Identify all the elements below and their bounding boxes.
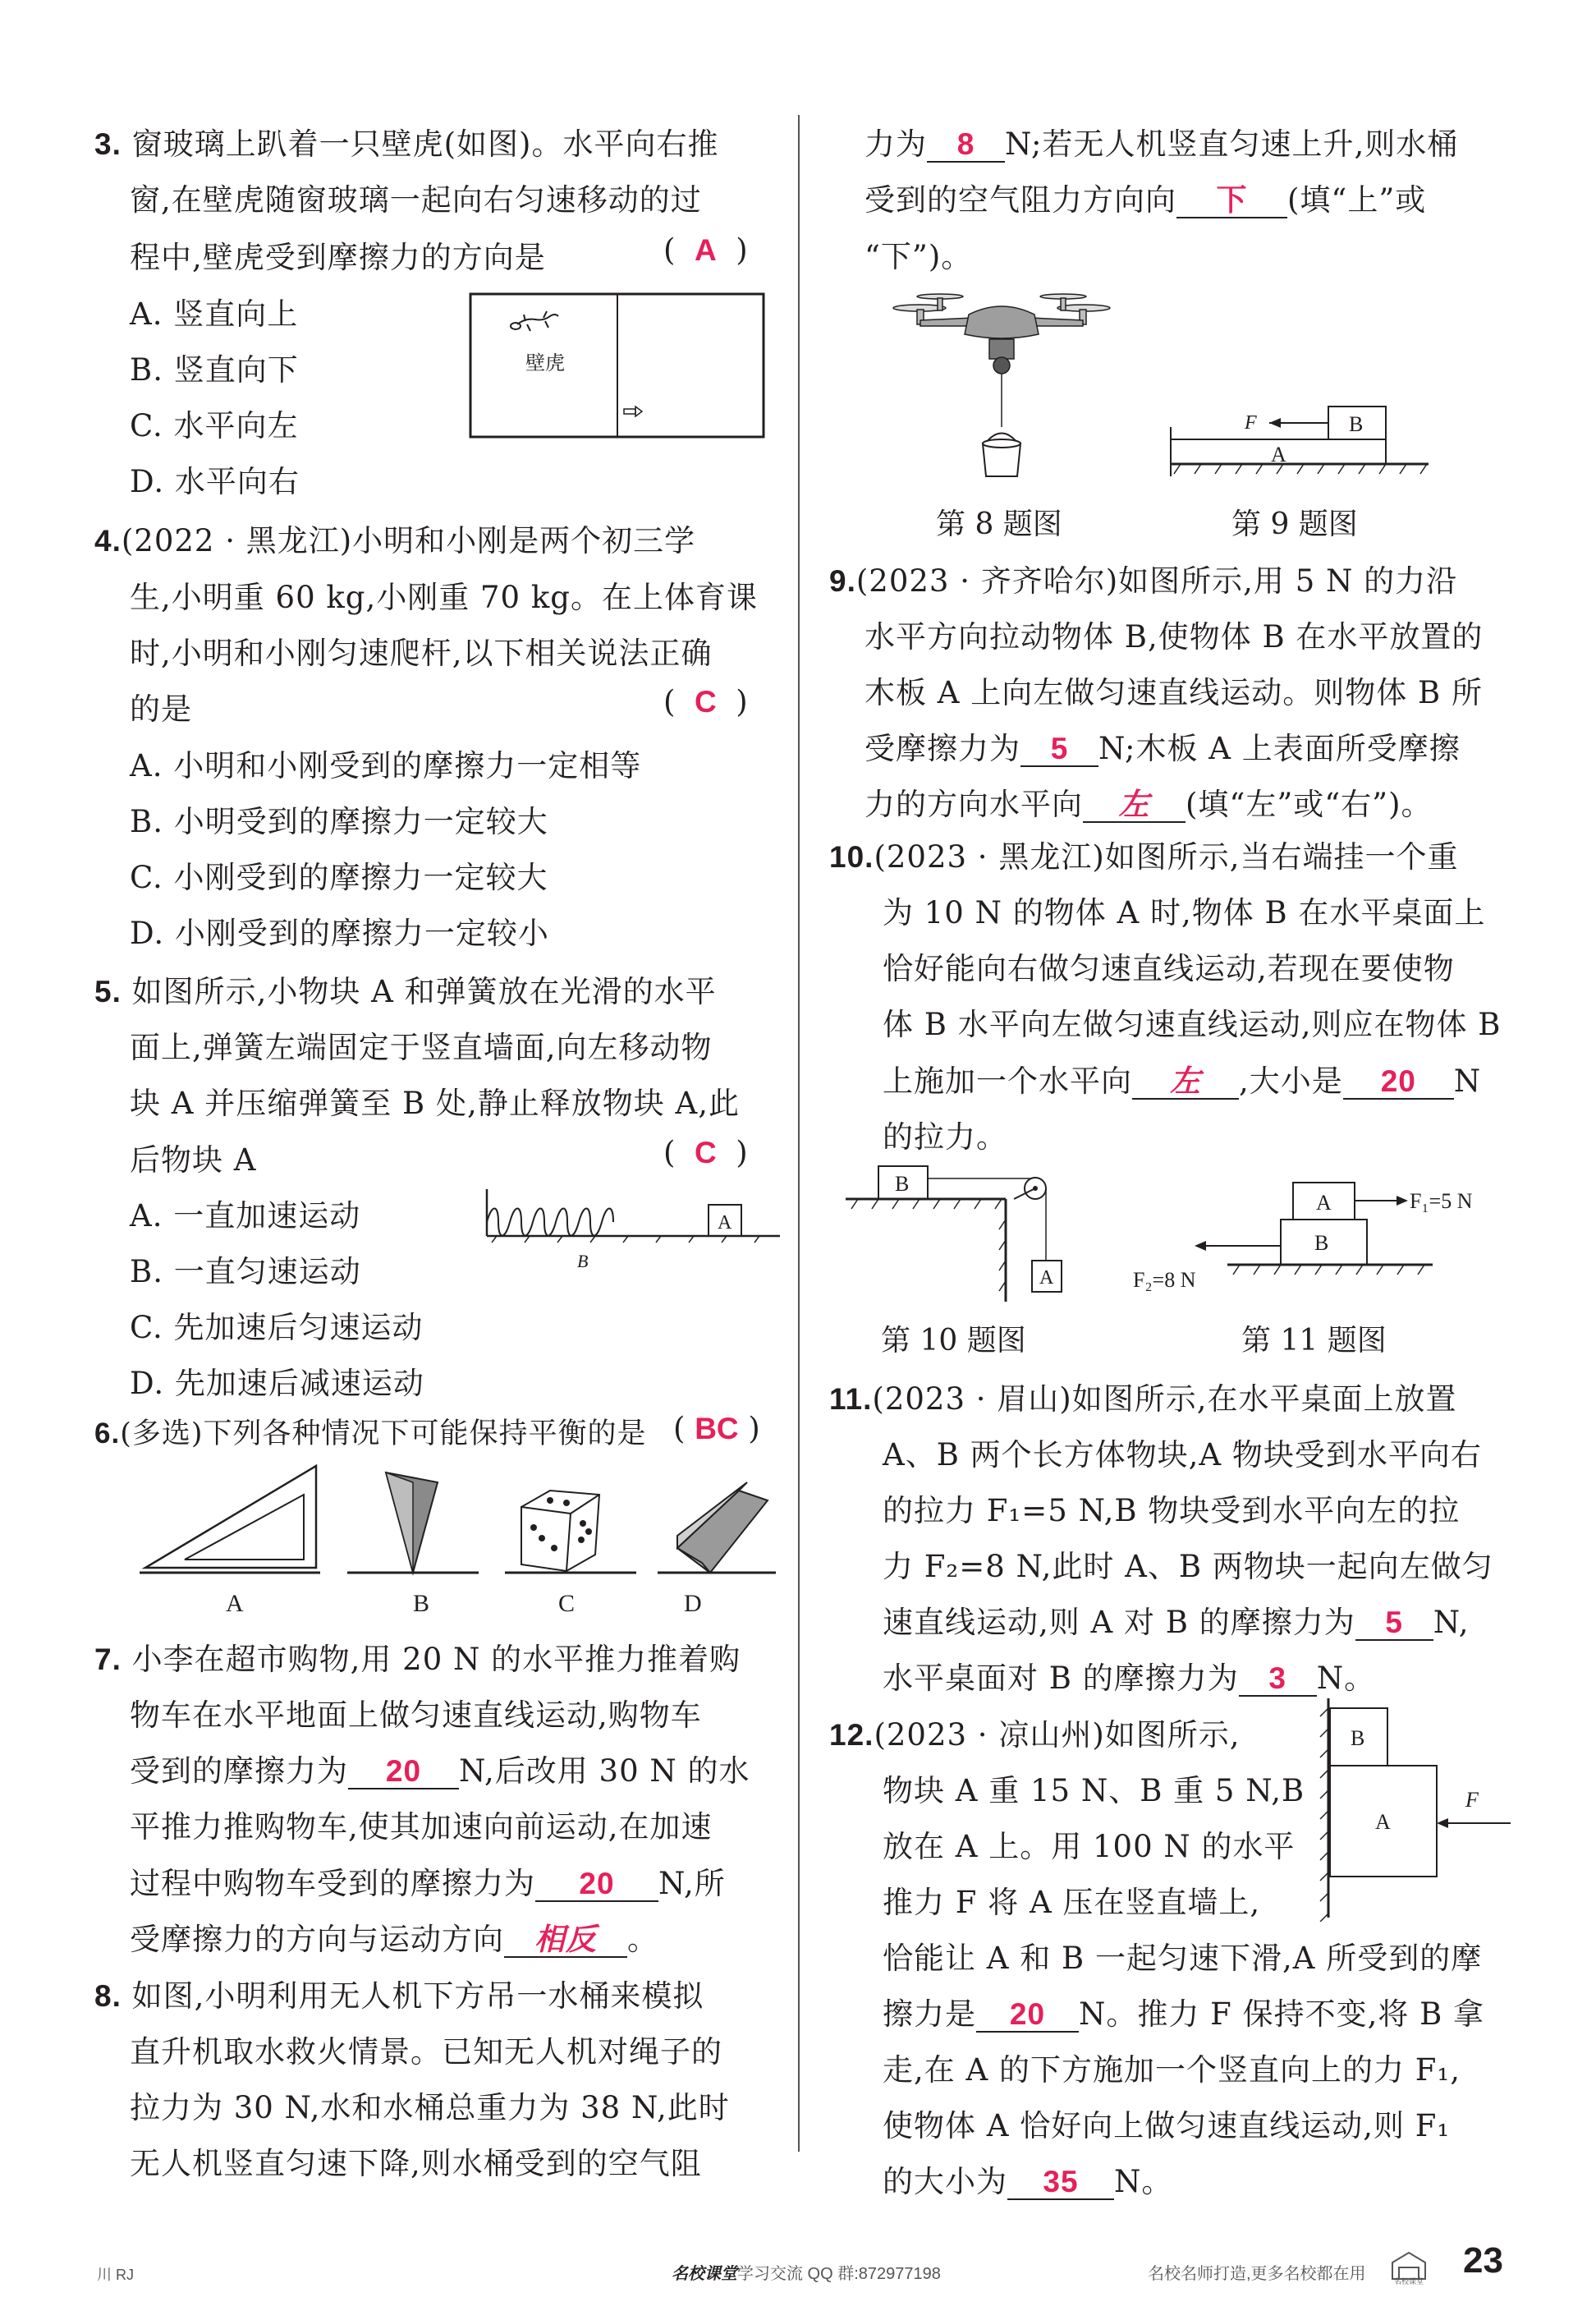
answer-paren: ( C ) [663, 684, 748, 719]
figure-10 [842, 1162, 1080, 1306]
figure-label-a: A [1271, 443, 1286, 466]
logo [1387, 2246, 1430, 2286]
question-number: 3. [94, 127, 122, 161]
gecko-window-figure [468, 292, 768, 439]
question-text: 块 A 并压缩弹簧至 B 处,静止释放物块 A,此 [130, 1086, 740, 1121]
question-text: 受到的空气阻力方向向 [864, 182, 1176, 218]
answer: 35 [1043, 2165, 1079, 2198]
tilted-block [677, 1482, 768, 1573]
figure-label-a: A [1039, 1267, 1054, 1289]
question-number: 6. [94, 1417, 121, 1449]
question-text: 如图,小明利用无人机下方吊一水桶来模拟 [131, 1978, 704, 2014]
question-text: 后物块 A [130, 1142, 257, 1178]
question-text: 如图所示,小物块 A 和弹簧放在光滑的水平 [131, 974, 717, 1009]
question-number: 4. [94, 524, 122, 558]
figure-label-gecko: 壁虎 [525, 353, 565, 374]
question-text: (2022 · 黑龙江)小明和小刚是两个初三学 [121, 523, 696, 558]
balance-options-figure [135, 1458, 776, 1622]
question-text: 力为 [864, 126, 927, 162]
question-number: 8. [94, 1979, 122, 2013]
question-text: N;木板 A 上表面所受摩擦 [1098, 731, 1461, 766]
question-text: 的是 [130, 691, 192, 727]
footer-center [672, 2260, 941, 2284]
figure-9-caption: 第 9 题图 [1231, 508, 1358, 541]
answer: BC [695, 1412, 739, 1445]
question-text: 物车在水平地面上做匀速直线运动,购物车 [130, 1698, 702, 1733]
answer: 5 [1385, 1606, 1403, 1639]
question-text: (填“左”或“右”)。 [1186, 787, 1433, 822]
answer-paren: ( BC ) [673, 1411, 760, 1446]
question-text: N [1453, 1064, 1482, 1099]
option-a: A. 竖直向上 [130, 296, 299, 332]
question-text: 拉力为 30 N,水和水桶总重力为 38 N,此时 [130, 2090, 730, 2125]
answer: 20 [385, 1754, 422, 1788]
figure-label-a: A [1375, 1810, 1391, 1834]
question-text: 过程中购物车受到的摩擦力为 [130, 1866, 535, 1901]
figure-label-a: A [1316, 1191, 1332, 1215]
question-text: 水平方向拉动物体 B,使物体 B 在水平放置的 [864, 619, 1484, 655]
question-text: 擦力是 [883, 1996, 976, 2032]
question-text: 速直线运动,则 A 对 B 的摩擦力为 [883, 1605, 1355, 1640]
figure-label-b: B [1349, 412, 1364, 436]
answer: 20 [1380, 1064, 1416, 1098]
question-text: 力 F₂=8 N,此时 A、B 两物块一起向左做匀 [883, 1549, 1493, 1584]
question-text: 恰能让 A 和 B 一起匀速下滑,A 所受到的摩 [883, 1941, 1483, 1976]
question-text: 力的方向水平向 [864, 787, 1083, 822]
figure-label-b: B [1351, 1726, 1365, 1750]
answer: 左 [1118, 788, 1150, 821]
question-text: 直升机取水救火情景。已知无人机对绳子的 [130, 2034, 722, 2070]
option-d: D. 小刚受到的摩擦力一定较小 [130, 916, 549, 951]
question-number: 12. [829, 1718, 874, 1752]
option-b: B. 一直匀速运动 [130, 1254, 361, 1289]
question-text: 窗,在壁虎随窗玻璃一起向右匀速移动的过 [130, 182, 702, 218]
question-text: N;若无人机竖直匀速上升,则水桶 [1005, 126, 1459, 162]
question-text: N, [1433, 1605, 1470, 1640]
question-text: 无人机竖直匀速下降,则水桶受到的空气阻 [130, 2146, 702, 2181]
question-text: 的拉力 F₁=5 N,B 物块受到水平向左的拉 [883, 1493, 1461, 1528]
logo-text: 名校课堂 [1393, 2277, 1424, 2286]
answer: 8 [956, 127, 975, 161]
question-text: 受到的摩擦力为 [130, 1753, 348, 1789]
footer-slogan: 名校名师打造,更多名校都在用 [1148, 2265, 1366, 2283]
question-text: 时,小明和小刚匀速爬杆,以下相关说法正确 [130, 636, 713, 671]
question-text: 走,在 A 的下方施加一个竖直向上的力 F₁, [883, 2052, 1461, 2088]
arrow-right-icon [624, 407, 642, 416]
question-text: 上施加一个水平向 [883, 1064, 1132, 1099]
question-text: 受摩擦力为 [864, 731, 1020, 766]
question-text: 木板 A 上向左做匀速直线运动。则物体 B 所 [864, 675, 1483, 710]
option-a: A. 小明和小刚受到的摩擦力一定相等 [130, 748, 642, 783]
answer: 下 [1216, 183, 1248, 217]
answer-paren: ( C ) [663, 1135, 748, 1170]
question-text: 的拉力。 [883, 1119, 1007, 1155]
question-number: 11. [829, 1382, 873, 1416]
option-label-d: D [684, 1590, 702, 1617]
option-c: C. 水平向左 [130, 408, 299, 443]
question-text: 为 10 N 的物体 A 时,物体 B 在水平桌面上 [883, 895, 1486, 930]
question-text: 放在 A 上。用 100 N 的水平 [883, 1829, 1296, 1864]
option-label-a: A [226, 1590, 244, 1617]
question-text: 体 B 水平向左做匀速直线运动,则应在物体 B [883, 1007, 1502, 1042]
figure-label-f: F [1245, 412, 1257, 434]
gecko-icon [511, 311, 558, 331]
page-number: 23 [1463, 2240, 1503, 2281]
bucket-icon [983, 434, 1020, 477]
question-text: (2023 · 眉山)如图所示,在水平桌面上放置 [872, 1381, 1457, 1417]
answer: 20 [1009, 1997, 1046, 2031]
question-number: 9. [829, 564, 856, 598]
question-text: N。 [1114, 2164, 1173, 2199]
answer: C [694, 685, 717, 719]
question-text: N。推力 F 保持不变,将 B 拿 [1079, 1996, 1485, 2032]
figure-9 [1164, 402, 1435, 485]
option-c: C. 先加速后匀速运动 [130, 1310, 424, 1345]
question-number: 10. [829, 840, 874, 874]
spring [487, 1209, 613, 1236]
question-number: 5. [94, 975, 122, 1008]
answer: 3 [1268, 1661, 1286, 1695]
question-text: 小李在超市购物,用 20 N 的水平推力推着购 [131, 1642, 741, 1677]
question-text: (2023 · 凉山州)如图所示, [874, 1717, 1241, 1753]
question-text: N。 [1316, 1661, 1376, 1696]
question-text: 受摩擦力的方向与运动方向 [130, 1922, 504, 1957]
answer: A [694, 233, 717, 267]
option-d: D. 先加速后减速运动 [130, 1366, 424, 1401]
question-number: 7. [94, 1642, 122, 1676]
figure-label-f: F [1465, 1788, 1479, 1812]
answer: C [694, 1136, 717, 1169]
column-divider [798, 115, 800, 2152]
figure-label-b: B [895, 1172, 910, 1196]
footer-edition: 川 RJ [97, 2267, 134, 2283]
figure-8-caption: 第 8 题图 [936, 508, 1062, 541]
option-label-b: B [413, 1590, 430, 1617]
answer: 左 [1170, 1064, 1201, 1098]
question-text: 平推力推购物车,使其加速向前运动,在加速 [130, 1809, 713, 1845]
question-text: “下”)。 [864, 239, 973, 274]
question-text: A、B 两个长方体物块,A 物块受到水平向右 [883, 1437, 1482, 1472]
question-text: (多选)下列各种情况下可能保持平衡的是 [120, 1417, 647, 1450]
footer-brand: 名校课堂 [672, 2265, 737, 2283]
answer: 5 [1050, 732, 1069, 765]
question-text: 物块 A 重 15 N、B 重 5 N,B [883, 1773, 1305, 1808]
question-text: (2023 · 齐齐哈尔)如图所示,用 5 N 的力沿 [855, 563, 1458, 599]
question-text: 恰好能向右做匀速直线运动,若现在要使物 [883, 951, 1455, 986]
figure-12 [1314, 1692, 1519, 1922]
figure-label-f2: F₂=8 N [1133, 1268, 1196, 1292]
answer: 相反 [534, 1923, 597, 1956]
figure-label-b: B [577, 1251, 589, 1271]
option-d: D. 水平向右 [130, 464, 300, 499]
question-text: 生,小明重 60 kg,小刚重 70 kg。在上体育课 [130, 580, 758, 615]
question-text: (填“上”或 [1287, 182, 1427, 218]
question-text: N,后改用 30 N 的水 [459, 1753, 750, 1789]
option-label-c: C [558, 1590, 576, 1617]
triangle-ruler [145, 1466, 316, 1568]
question-text: 。 [627, 1922, 658, 1957]
option-a: A. 一直加速运动 [130, 1198, 361, 1234]
answer: 20 [579, 1867, 615, 1900]
question-text: 推力 F 将 A 压在竖直墙上, [883, 1885, 1261, 1920]
figure-label-b: B [1314, 1231, 1329, 1255]
option-b: B. 竖直向下 [130, 352, 299, 388]
option-b: B. 小明受到的摩擦力一定较大 [130, 804, 548, 839]
question-text: 使物体 A 恰好向上做匀速直线运动,则 F₁ [883, 2108, 1451, 2143]
drone-figure [891, 283, 1112, 480]
option-c: C. 小刚受到的摩擦力一定较大 [130, 860, 548, 895]
figure-10-caption: 第 10 题图 [881, 1324, 1026, 1358]
spring-block-figure [480, 1183, 784, 1281]
question-text: 程中,壁虎受到摩擦力的方向是 [130, 240, 546, 275]
figure-11-caption: 第 11 题图 [1241, 1324, 1387, 1358]
answer-paren: ( A ) [663, 232, 748, 268]
question-text: ,大小是 [1239, 1064, 1343, 1099]
figure-11 [1129, 1178, 1507, 1302]
question-text: (2023 · 黑龙江)如图所示,当右端挂一个重 [874, 839, 1459, 875]
footer-qq: 学习交流 QQ 群:872977198 [737, 2265, 941, 2283]
question-text: N,所 [658, 1866, 726, 1901]
figure-label-a: A [718, 1212, 732, 1234]
question-text: 窗玻璃上趴着一只壁虎(如图)。水平向右推 [131, 126, 719, 162]
figure-label-f1: F₁=5 N [1410, 1189, 1473, 1213]
question-text: 的大小为 [883, 2164, 1007, 2199]
question-text: 水平桌面对 B 的摩擦力为 [883, 1661, 1239, 1696]
question-text: 面上,弹簧左端固定于竖直墙面,向左移动物 [130, 1030, 713, 1065]
